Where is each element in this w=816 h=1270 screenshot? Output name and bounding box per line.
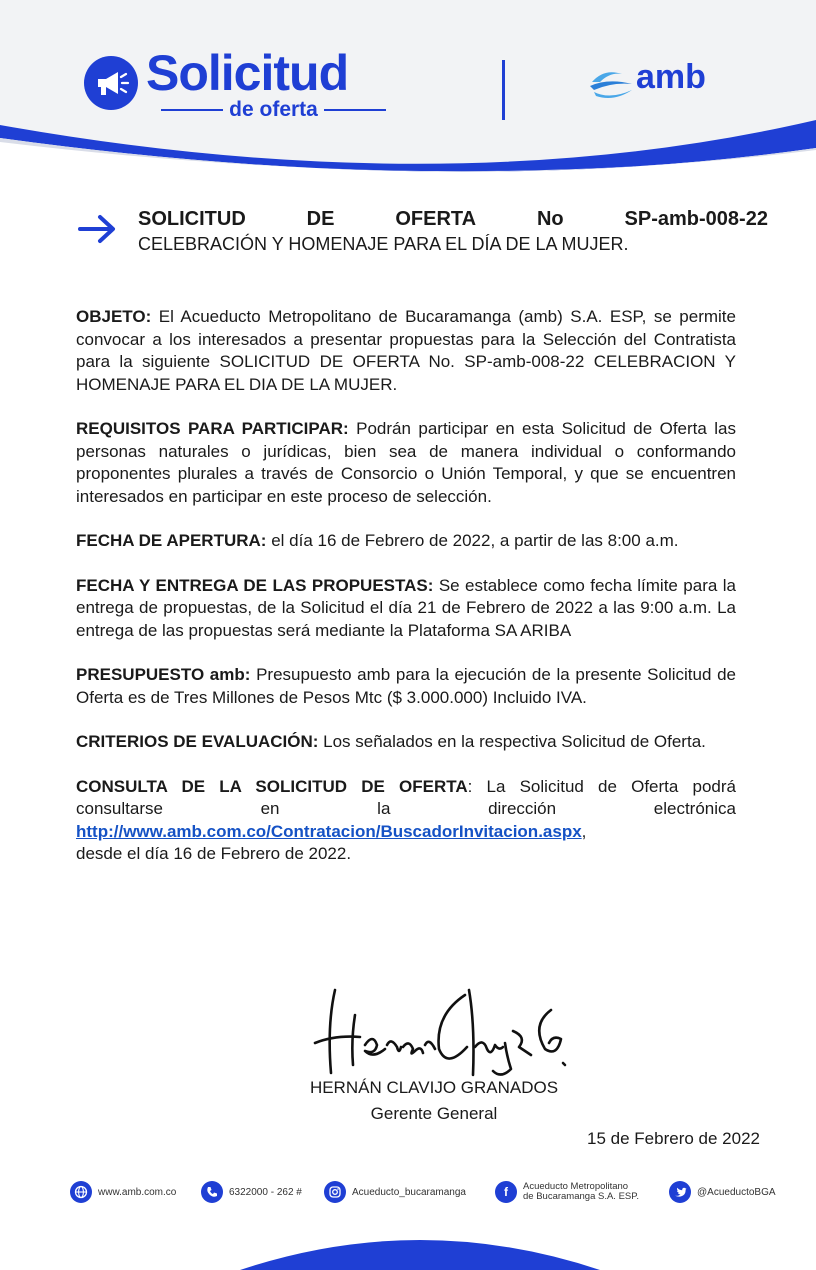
megaphone-icon	[84, 56, 138, 110]
footer-web-text: www.amb.com.co	[98, 1186, 177, 1198]
title-word: DE	[306, 208, 335, 230]
footer-facebook-line2: de Bucaramanga S.A. ESP.	[523, 1191, 640, 1202]
section-apertura	[76, 530, 736, 553]
logo-rule-left	[161, 109, 223, 111]
section-text: Podrán participar en esta Solicitud de Oferta las personas naturales o jurídicas, bien sea de manera individual o conformando proponentes plurales a través de Consorcio o Unión Temporal, y que se encuentren interesados en participar en este proceso de selección.	[76, 419, 737, 506]
buscador-invitacion-link[interactable]: http://www.amb.com.co/Contratacion/BuscadorInvitacion.aspx	[76, 821, 582, 841]
section-entrega	[76, 575, 736, 643]
footer-wave	[0, 1210, 816, 1270]
phone-icon	[201, 1181, 223, 1203]
link-comma: ,	[581, 821, 587, 841]
consulta-line-4: desde el día 16 de Febrero de 2022.	[76, 844, 352, 863]
consulta-word: en	[260, 799, 280, 818]
footer-facebook-line1: Acueducto Metropolitano	[523, 1181, 629, 1192]
water-wave-icon	[588, 62, 638, 106]
consulta-word: consultarse	[76, 799, 163, 818]
arrow-right-icon	[78, 214, 116, 244]
header-divider	[502, 60, 505, 120]
logo-subtitle: de oferta	[229, 98, 318, 121]
section-text: el día 16 de Febrero de 2022, a partir de las 8:00 a.m.	[266, 531, 679, 550]
section-presupuesto	[76, 664, 736, 709]
title-word: SP-amb-008-22	[624, 208, 768, 230]
section-text: : La Solicitud de Oferta podrá	[467, 776, 736, 796]
logo-rule-right	[324, 109, 386, 111]
section-label: CONSULTA DE LA SOLICITUD DE OFERTA	[76, 776, 468, 796]
section-criterios	[76, 731, 736, 754]
footer-facebook[interactable]	[495, 1180, 639, 1204]
document-date: 15 de Febrero de 2022	[587, 1129, 760, 1148]
title-word: OFERTA	[395, 208, 477, 230]
title-word: No	[536, 208, 564, 230]
consulta-line-2	[76, 798, 736, 821]
title-subtitle: CELEBRACIÓN Y HOMENAJE PARA EL DÍA DE LA MUJER.	[138, 234, 629, 254]
section-consulta	[76, 776, 736, 866]
section-requisitos	[76, 418, 736, 508]
amb-brand-text: amb	[636, 58, 706, 96]
section-label: CRITERIOS DE EVALUACIÓN:	[76, 732, 319, 751]
section-text: El Acueducto Metropolitano de Bucaramanga (amb) S.A. ESP, se permite convocar a los interesados a presentar propuestas para la Selección del Contratista para la siguiente SOLICITUD DE OFERTA No. SP-amb-008-22 CELEBRACION Y HOMENAJE PARA EL DIA DE LA MUJER.	[76, 307, 736, 394]
section-text: Los señalados en la respectiva Solicitud de Oferta.	[318, 732, 706, 751]
footer-instagram[interactable]	[324, 1180, 466, 1204]
title-main	[138, 208, 768, 231]
signer-role: Gerente General	[370, 1104, 498, 1123]
consulta-line-1	[76, 776, 736, 799]
section-objeto	[76, 306, 736, 396]
section-label: FECHA DE APERTURA:	[76, 531, 267, 550]
footer-phone[interactable]	[201, 1180, 302, 1204]
section-text: Se establece como fecha límite para la entrega de propuestas, de la Solicitud el día 21 de Febrero de 2022 a las 9:00 a.m. La entrega de las propuestas será mediante la Plataforma SA ARIBA	[76, 575, 736, 640]
signer-name: HERNÁN CLAVIJO GRANADOS	[309, 1078, 559, 1097]
footer-twitter[interactable]	[669, 1180, 776, 1204]
logo-title: Solicitud	[146, 45, 349, 101]
footer-web[interactable]	[70, 1180, 176, 1204]
consulta-word: dirección	[488, 799, 557, 818]
footer-phone-text: 6322000 - 262 #	[229, 1186, 302, 1198]
section-label: OBJETO:	[76, 307, 152, 326]
footer-twitter-text: @AcueductoBGA	[697, 1186, 776, 1198]
amb-logo	[588, 58, 728, 106]
globe-icon	[70, 1181, 92, 1203]
instagram-icon	[324, 1181, 346, 1203]
footer-facebook-text	[523, 1182, 639, 1202]
section-text: Presupuesto amb para la ejecución de la presente Solicitud de Oferta es de Tres Millones de Pesos Mtc ($ 3.000.000) Incluido IVA.	[76, 665, 736, 707]
logo-subtitle-row	[146, 98, 401, 122]
consulta-word: electrónica	[653, 799, 736, 818]
footer-contact-bar	[70, 1180, 790, 1204]
document-body	[76, 306, 736, 888]
section-label: PRESUPUESTO amb:	[76, 665, 251, 684]
section-label: REQUISITOS PARA PARTICIPAR:	[76, 419, 349, 438]
title-word: SOLICITUD	[138, 208, 246, 230]
handwritten-signature	[305, 985, 575, 1080]
consulta-word: la	[377, 799, 391, 818]
section-label: FECHA Y ENTREGA DE LAS PROPUESTAS:	[76, 575, 434, 595]
footer-instagram-text: Acueducto_bucaramanga	[352, 1186, 466, 1198]
consulta-line-3	[76, 821, 736, 844]
solicitud-logo	[84, 45, 414, 121]
twitter-icon	[669, 1181, 691, 1203]
facebook-icon: f	[495, 1181, 517, 1203]
